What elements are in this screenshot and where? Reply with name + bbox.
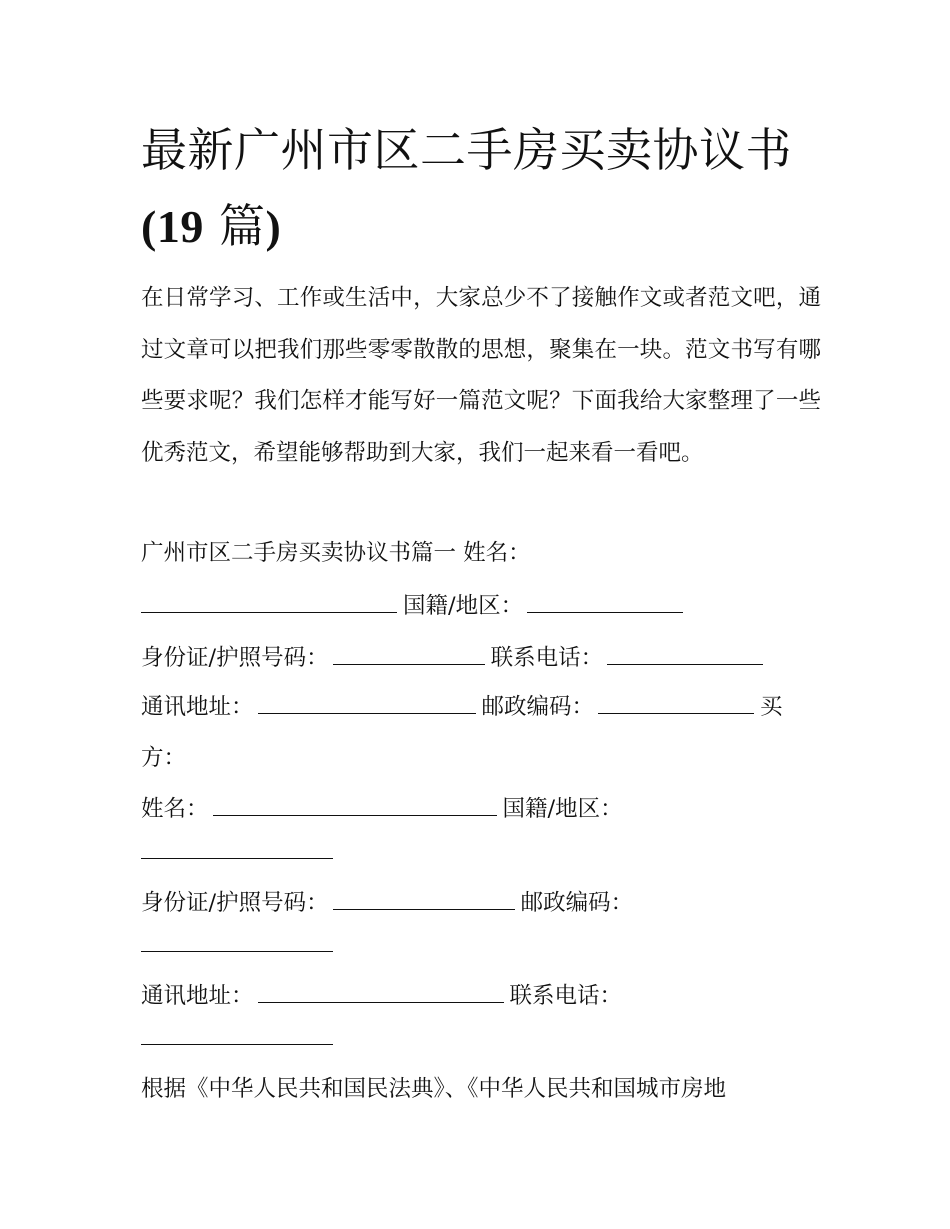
name-label: 姓名：: [141, 796, 209, 822]
nationality-label-2: 国籍/地区：: [502, 796, 623, 822]
address-label: 通讯地址：: [141, 694, 254, 720]
seller-id-blank[interactable]: [333, 642, 485, 665]
seller-phone-blank[interactable]: [607, 642, 763, 665]
buyer-name-blank[interactable]: [213, 793, 497, 816]
title-paren-close: ): [265, 201, 282, 252]
seller-nationality-blank[interactable]: [527, 590, 683, 613]
phone-label: 联系电话：: [490, 645, 604, 671]
phone-label-2: 联系电话：: [509, 983, 623, 1009]
buyer-label-line: 方：: [141, 745, 187, 771]
address-label-2: 通讯地址：: [141, 983, 254, 1009]
intro-paragraph: 在日常学习、工作或生活中，大家总少不了接触作文或者范文吧，通过文章可以把我们那些零零散散的思想，聚集在一块。范文书写有哪些要求呢？我们怎样才能写好一篇范文呢？下面我给大家整理了一些优秀范文，希望能够帮助到大家，我们一起来看一看吧。: [141, 285, 821, 466]
buyer-postcode-line: [141, 929, 821, 960]
closing-paragraph: 根据《中华人民共和国民法典》、《中华人民共和国城市房地: [141, 1076, 727, 1102]
seller-name-line: [141, 590, 821, 621]
postcode-label: 邮政编码：: [481, 694, 595, 720]
title-main: 最新广州市区二手房买卖协议书: [141, 123, 792, 177]
seller-id-line: [141, 642, 821, 673]
buyer-phone-line: [141, 1022, 821, 1053]
title-paren-open: (: [141, 201, 157, 252]
buyer-label-part1: 买: [760, 694, 783, 720]
nationality-label: 国籍/地区：: [403, 593, 524, 619]
section-heading: 广州市区二手房买卖协议书篇一 姓名：: [141, 540, 531, 566]
buyer-id-blank[interactable]: [333, 887, 515, 910]
id-label: 身份证/护照号码：: [141, 645, 329, 671]
seller-address-line: [141, 691, 821, 722]
id-label-2: 身份证/护照号码：: [141, 890, 329, 916]
seller-postcode-blank[interactable]: [598, 691, 754, 714]
document-title: [141, 112, 821, 265]
buyer-nationality-line: [141, 836, 821, 867]
buyer-address-line: [141, 980, 821, 1011]
buyer-phone-blank[interactable]: [141, 1022, 333, 1045]
postcode-label-2: 邮政编码：: [520, 890, 634, 916]
seller-name-blank[interactable]: [141, 590, 397, 613]
buyer-name-line: [141, 793, 821, 824]
buyer-address-blank[interactable]: [258, 980, 504, 1003]
title-unit: 篇: [203, 199, 266, 253]
buyer-postcode-blank[interactable]: [141, 929, 333, 952]
seller-address-blank[interactable]: [258, 691, 476, 714]
buyer-nationality-blank[interactable]: [141, 836, 333, 859]
title-number: 19: [156, 201, 204, 252]
buyer-id-line: [141, 887, 821, 918]
